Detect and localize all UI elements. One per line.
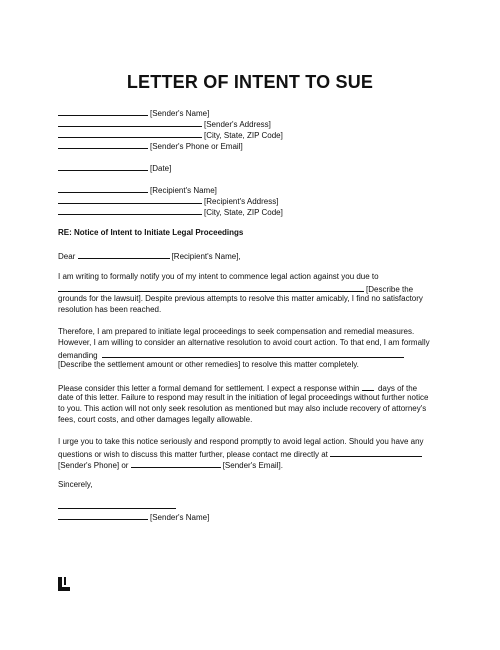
p2-line2: However, I am willing to consider an alternative resolution to avoid court action. To that end, I am formally: [58, 338, 430, 347]
sender-name-placeholder: [Sender's Name]: [150, 109, 210, 118]
signature-name-blank[interactable]: [58, 511, 148, 520]
signature-blank[interactable]: [58, 500, 176, 509]
recipient-city-line: [58, 206, 283, 218]
p2-line3-text: demanding: [58, 351, 98, 360]
p4-line1: I urge you to take this notice seriously and respond promptly to avoid legal action. Should you have any: [58, 437, 424, 446]
recipient-name-placeholder: [Recipient's Name]: [150, 186, 217, 195]
date-blank[interactable]: [58, 162, 148, 171]
recipient-address-blank[interactable]: [58, 195, 202, 204]
sender-city-placeholder: [City, State, ZIP Code]: [204, 131, 283, 140]
settlement-blank[interactable]: [102, 349, 404, 358]
sender-contact-placeholder: [Sender's Phone or Email]: [150, 142, 243, 151]
contact-blank[interactable]: [330, 448, 422, 457]
p1-line4: resolution has been reached.: [58, 305, 162, 314]
p3-line3: to you. This action will not only seek resolution as mentioned but may also include recovery of attorney's: [58, 404, 427, 413]
recipient-name-blank[interactable]: [58, 184, 148, 193]
re-line: RE: Notice of Intent to Initiate Legal Proceedings: [58, 228, 244, 237]
p1-line3: grounds for the lawsuit]. Despite previous attempts to resolve this matter amicably, I find no satisfactory: [58, 294, 423, 303]
recipient-city-placeholder: [City, State, ZIP Code]: [204, 208, 283, 217]
p3-line1-start: Please consider this letter a formal demand for settlement. I expect a response within: [58, 384, 360, 393]
sender-address-placeholder: [Sender's Address]: [204, 120, 271, 129]
document-title: LETTER OF INTENT TO SUE: [126, 72, 374, 92]
p3-line2: date of this letter. Failure to respond may result in the initiation of legal proceedings without further notice: [58, 393, 429, 402]
salutation-line: [58, 250, 241, 262]
p3-line1-end: days of the: [377, 384, 418, 393]
legal-templates-logo-icon: [58, 577, 70, 591]
closing: Sincerely,: [58, 480, 93, 489]
recipient-city-blank[interactable]: [58, 206, 202, 215]
p4-line2-text: questions or wish to discuss this matter further, please contact me directly at: [58, 450, 328, 459]
days-blank[interactable]: [362, 382, 374, 391]
salutation-placeholder: [Recipient's Name],: [171, 252, 241, 261]
salutation-blank[interactable]: [78, 250, 170, 259]
sender-contact-blank[interactable]: [58, 140, 148, 149]
p4-phone-placeholder: [Sender's Phone] or: [58, 461, 129, 470]
grounds-blank[interactable]: [58, 283, 364, 292]
p1-line1: I am writing to formally notify you of my intent to commence legal action against you due to: [58, 272, 379, 281]
date-line: [58, 162, 171, 174]
p4-line3: [58, 459, 283, 471]
date-placeholder: [Date]: [150, 164, 172, 173]
sender-address-blank[interactable]: [58, 118, 202, 127]
p4-email-placeholder: [Sender's Email].: [222, 461, 283, 470]
p2-line1: Therefore, I am prepared to initiate legal proceedings to seek compensation and remedial measures.: [58, 327, 415, 336]
sender-city-blank[interactable]: [58, 129, 202, 138]
signature-name-line: [58, 511, 209, 523]
p2-line4: [Describe the settlement amount or other remedies] to resolve this matter completely.: [58, 360, 359, 369]
signature-name-placeholder: [Sender's Name]: [150, 513, 210, 522]
sender-name-blank[interactable]: [58, 107, 148, 116]
recipient-address-placeholder: [Recipient's Address]: [204, 197, 279, 206]
email-blank[interactable]: [131, 459, 221, 468]
p1-line2-end: [Describe the: [366, 285, 414, 294]
p3-line4: fees, court costs, and other damages legally allowable.: [58, 415, 253, 424]
salutation-prefix: Dear: [58, 252, 76, 261]
sender-contact-line: [58, 140, 243, 152]
